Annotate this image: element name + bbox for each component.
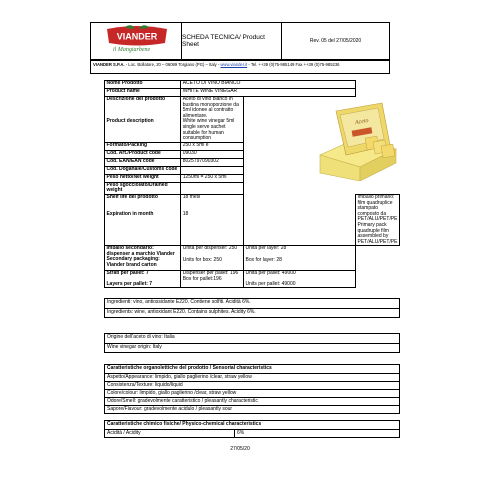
chemical-title: Caratteristiche chimico fisiche/ Physico-chemical characteristics <box>107 420 262 427</box>
organoleptic-row: Aspetto/Appearance: limpido, giallo paglierino /clear, straw yellow <box>105 373 399 381</box>
box-per-pallet-en: Box for pallet:196 <box>182 275 222 282</box>
label-customs-code: Cod. Doganale/Customs code <box>105 166 181 174</box>
units-per-pallet-it: Unità per pallet: 49000 <box>245 270 296 277</box>
units-per-dispenser-it: Unità per dispenser: 250 <box>182 245 238 252</box>
ingredients-box <box>104 298 400 318</box>
primary-packaging <box>355 194 399 245</box>
label-shelf-life-it: Shelf life del prodotto <box>106 193 158 200</box>
logo-text: VIANDER <box>116 31 158 42</box>
logo-subtext: il Mangiarbene <box>113 47 151 53</box>
units-per-layer-it: Unità per layer: 28 <box>245 245 287 252</box>
organoleptic-row: Consistenza/Texture: liquido/liquid <box>105 381 399 389</box>
table-row <box>105 246 400 271</box>
value-description-it: Aceto di vino bianco in bustina monoporzione da 5ml idonee al contratto alimentare. <box>182 96 239 119</box>
label-net-weight: Peso netto/Net weight <box>105 174 181 182</box>
table-row <box>105 81 400 89</box>
secondary-packaging-en: Secondary packaging: Viander brand carton <box>106 256 160 269</box>
value-description <box>181 97 244 143</box>
primary-packaging-it: Imballo primario: film quadruplice stampato composto da PET/ALU/PET/PE <box>357 193 398 223</box>
dispenser-per-pallet-it: Dispenser per pallet: 196 <box>182 270 239 277</box>
units-per-pallet-en: Units per pallet: 49000 <box>245 280 296 287</box>
secondary-packaging <box>105 246 181 271</box>
company-contacts: - Tel. ++39 (0)75-985149 Fax ++39 (0)75-985236 <box>247 62 340 67</box>
units-per-dispenser <box>181 246 244 271</box>
label-shelf-life <box>105 194 181 245</box>
label-drained-weight: Peso sgocciolato/Drained weight <box>105 182 181 194</box>
origin-it: Origine dell'aceto di vino: Italia <box>107 334 175 340</box>
chemical-box <box>104 420 400 438</box>
layers-per-pallet-it: Strati per pallet: 7 <box>106 270 149 277</box>
box-per-layer-en: Box for layer: 28 <box>245 256 282 263</box>
organoleptic-row: Sapore/Flavour: gradevolmente acidulo / pleasantly sour <box>105 405 399 413</box>
value-drained-weight <box>181 182 244 194</box>
label-product-name-en: Product name <box>105 89 181 97</box>
svg-text:Aceto: Aceto <box>354 117 370 127</box>
label-ean-code: Cod. EAN/EAN code <box>105 158 181 166</box>
layers-per-pallet-en: Layers per pallet: 7 <box>106 280 153 287</box>
document-title: SCHEDA TECNICA/ Product Sheet <box>182 22 282 60</box>
label-packing: Formato/Packing <box>105 142 181 150</box>
organoleptic-box <box>104 364 400 414</box>
label-product-code: Cod. Art./Product code <box>105 150 181 158</box>
acidity-label: Acidità / Acidity <box>105 430 235 437</box>
value-description-en: White wine vinegar 5ml single serve sachet suitable for human consumption <box>182 118 235 142</box>
value-shelf-life <box>181 194 244 245</box>
footer-date: 27/05/20 <box>230 446 250 452</box>
value-net-weight: 1250ml = 250 x 5ml <box>181 174 244 182</box>
website-link[interactable]: www.viander.it <box>220 62 248 67</box>
logo-cell <box>90 22 182 60</box>
units-per-layer <box>243 246 355 271</box>
document-header <box>90 22 390 64</box>
value-shelf-life-en: 18 <box>182 210 189 217</box>
value-shelf-life-it: 18 mesi <box>182 193 201 200</box>
value-product-name-it: ACETO DI VINO BIANCO <box>181 81 356 89</box>
secondary-packaging-it: Imballo secondario: dispenser a marchio Viander <box>106 245 175 257</box>
ingredients-en: Ingredients: wine, antioxidant E220. Contains sulphites. Acidity 6%. <box>105 308 399 317</box>
acidity-value: 6% <box>237 429 245 436</box>
value-packing: 250 x 5ml e <box>181 142 244 150</box>
units-per-pallet <box>243 271 355 288</box>
label-description <box>105 97 181 143</box>
units-per-box-en: Units for box: 250 <box>182 256 222 263</box>
organoleptic-row: Colore/colour: limpido, giallo paglierino /clear, straw yellow <box>105 389 399 397</box>
dispenser-per-pallet <box>181 271 244 288</box>
company-address <box>90 60 390 74</box>
table-row <box>105 271 400 288</box>
product-image <box>316 97 400 181</box>
organoleptic-title: Caratteristiche organolettiche del prodotto / Sensorial characteristics <box>107 364 272 371</box>
company-name: VIANDER S.P.A. <box>93 62 125 67</box>
value-ean-code: 8025797090302 <box>181 158 244 166</box>
value-product-code: 09030 <box>181 150 244 158</box>
value-product-name-en: WHITE WINE VINEGAR <box>181 89 356 97</box>
label-description-it: Descrizione del prodotto <box>106 96 166 102</box>
primary-packaging-en: Primary pack quadruple film assembled by PET/ALU/PET/PE <box>357 221 398 245</box>
ingredients-it: Ingredienti: vino, antiossidante E220. Contiene solfiti. Acidità 6%. <box>107 299 251 305</box>
chemical-row <box>105 429 399 437</box>
viander-logo <box>97 25 177 47</box>
label-shelf-life-en: Expiration in month <box>106 210 154 217</box>
company-address-text: - Loc. Bollatore, 20 – 06089 Torgiano (PG) – Italy - <box>124 62 221 67</box>
organoleptic-row: Odore/Smell: gradevolmente caratteristico / pleasantly characteristic <box>105 397 399 405</box>
revision-date: Rev. 05 del 27/05/2020 <box>282 22 390 60</box>
label-product-name-it: Nome Prodotto <box>105 81 181 89</box>
origin-box <box>104 333 400 353</box>
layers-per-pallet <box>105 271 181 288</box>
origin-en: Wine vinegar origin: Italy <box>105 343 399 352</box>
label-description-en: Product description <box>106 117 154 124</box>
